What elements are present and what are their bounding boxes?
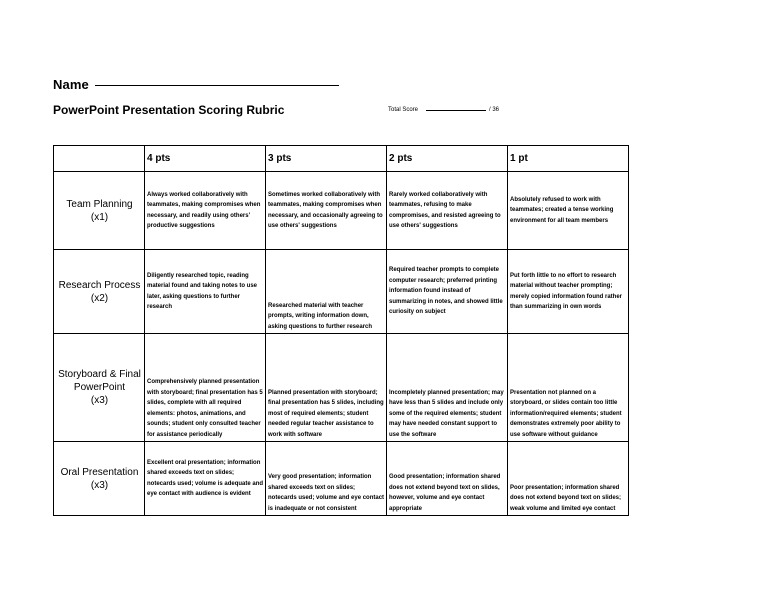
criterion-cell <box>54 442 145 516</box>
score-cell-4pts: Diligently researched topic, reading material found and taking notes to use later, asking questions to further research <box>145 250 266 334</box>
total-score-label: Total Score <box>388 107 419 113</box>
column-header-1pt: 1 pt <box>508 146 629 172</box>
criterion-name: Storyboard & Final PowerPoint <box>58 369 141 393</box>
total-score-field <box>388 107 499 113</box>
score-cell-3pts: Planned presentation with storyboard; final presentation has 5 slides, including most of required elements; student needed regular teacher assistance to work with software <box>266 334 387 442</box>
criterion-cell <box>54 172 145 250</box>
table-header-row <box>54 146 629 172</box>
score-cell-4pts: Comprehensively planned presentation with storyboard; final presentation has 5 slides, complete with all required elements: photos, animations, and sounds; student only consulted teacher for assistance periodically <box>145 334 266 442</box>
column-header-2pts: 2 pts <box>387 146 508 172</box>
score-cell-1pt: Presentation not planned on a storyboard, or slides contain too little information/required elements; student demonstrates extremely poor ability to use software without guidance <box>508 334 629 442</box>
score-cell-2pts: Incompletely planned presentation; may have less than 5 slides and include only some of the required elements; student may have needed constant support to use the software <box>387 334 508 442</box>
column-header-criterion <box>54 146 145 172</box>
score-cell-1pt: Absolutely refused to work with teammates; created a tense working environment for all team members <box>508 172 629 250</box>
table-row-research-process <box>54 250 629 334</box>
table-row-team-planning <box>54 172 629 250</box>
score-cell-2pts: Rarely worked collaboratively with teammates, refusing to make compromises, and resisted agreeing to use others' suggestions <box>387 172 508 250</box>
name-label: Name <box>53 77 89 92</box>
table-row-oral-presentation <box>54 442 629 516</box>
rubric-table <box>53 145 629 516</box>
column-header-3pts: 3 pts <box>266 146 387 172</box>
criterion-multiplier: (x1) <box>90 211 109 223</box>
criterion-name: Oral Presentation <box>60 466 139 478</box>
total-score-max: / 36 <box>489 107 500 113</box>
table-row-storyboard <box>54 334 629 442</box>
criterion-name: Research Process <box>58 279 141 291</box>
score-cell-1pt: Poor presentation; information shared does not extend beyond text on slides; weak volume and limited eye contact <box>508 442 629 516</box>
score-cell-3pts: Sometimes worked collaboratively with teammates, making compromises when necessary, and occasionally agreeing to use others' suggestions <box>266 172 387 250</box>
column-header-4pts: 4 pts <box>145 146 266 172</box>
criterion-multiplier: (x3) <box>90 395 109 406</box>
score-cell-3pts: Researched material with teacher prompts, writing information down, asking questions to further research <box>266 250 387 334</box>
score-cell-2pts: Good presentation; information shared does not extend beyond text on slides, however, volume and eye contact appropriate <box>387 442 508 516</box>
criterion-name: Team Planning <box>66 198 133 210</box>
criterion-cell <box>54 250 145 334</box>
criterion-multiplier: (x2) <box>90 292 109 304</box>
total-score-blank <box>426 110 486 111</box>
score-cell-4pts: Always worked collaboratively with teammates, making compromises when necessary, and readily using others' productive suggestions <box>145 172 266 250</box>
page-title: PowerPoint Presentation Scoring Rubric <box>53 103 285 117</box>
score-cell-4pts: Excellent oral presentation; information shared exceeds text on slides; notecards used; volume is adequate and eye contact with audience is evident <box>145 442 266 516</box>
score-cell-2pts: Required teacher prompts to complete computer research; preferred printing information found instead of summarizing in notes, and showed little curiosity on subject <box>387 250 508 334</box>
criterion-multiplier: (x3) <box>90 479 109 491</box>
name-field <box>53 77 339 92</box>
score-cell-3pts: Very good presentation; information shared exceeds text on slides; notecards used; volume and eye contact is inadequate or not consistent <box>266 442 387 516</box>
criterion-cell <box>54 334 145 442</box>
name-blank-line <box>95 85 339 86</box>
score-cell-1pt: Put forth little to no effort to research material without teacher prompting; merely copied information found rather than summarizing in own words <box>508 250 629 334</box>
